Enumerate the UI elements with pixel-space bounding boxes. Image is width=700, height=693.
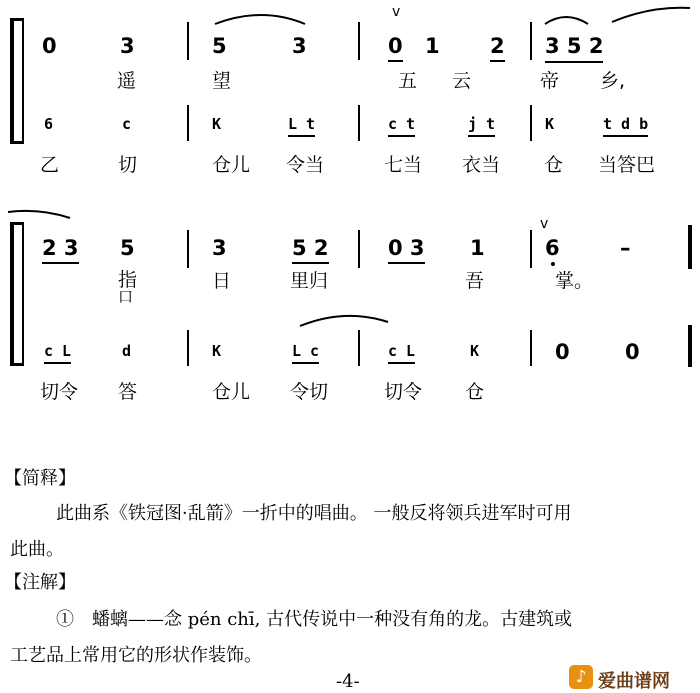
lyric: 指 [118, 269, 138, 291]
voice-note: 3 [212, 236, 227, 260]
zhujie-text: ① 蟠螭——念 pén chī, 古代传说中一种没有角的龙。古建筑或 [56, 609, 573, 630]
percussion-syllable: 切 [118, 154, 138, 176]
lyric: 掌。 [555, 270, 594, 292]
lyric: 吾 [465, 270, 485, 292]
percussion-syllable: 切令 [40, 381, 79, 403]
voice-note: 5 2 [292, 238, 329, 264]
lyric: 云 [452, 70, 472, 92]
lyric: 日 [212, 270, 232, 292]
watermark-text: 爱曲谱网 [598, 671, 670, 692]
lyric-box: 口 [118, 288, 134, 306]
percussion-syllable: 仓儿 [212, 381, 251, 403]
barline [530, 330, 532, 366]
voice-note: 3 [292, 34, 307, 58]
percussion-syllable: 答 [118, 381, 138, 403]
percussion-symbol: d [122, 342, 132, 360]
barline [187, 330, 189, 366]
voice-note: 2 3 [42, 238, 79, 264]
voice-note-group: 3 5 2 [545, 34, 603, 63]
percussion-symbol: K [212, 115, 222, 133]
slur [8, 211, 70, 218]
breath-mark: v [540, 216, 549, 232]
percussion-syllable: 仓儿 [212, 154, 251, 176]
percussion-symbol: c L [388, 344, 415, 364]
jianshi-text: 此曲。 [10, 539, 64, 560]
octave-dot [551, 262, 555, 266]
barline [187, 230, 189, 268]
percussion-symbol: L t [288, 117, 315, 137]
percussion-symbol: L c [292, 344, 319, 364]
voice-note: 0 3 [388, 238, 425, 264]
lyric: 望 [212, 70, 232, 92]
voice-note: 2 [490, 36, 505, 62]
voice-note [545, 36, 603, 57]
percussion-syllable: 七当 [384, 154, 423, 176]
barline [530, 230, 532, 268]
final-barline [688, 225, 692, 269]
percussion-symbol: K [470, 342, 480, 360]
voice-note: 0 [388, 36, 403, 62]
lyric: 乡, [600, 70, 626, 92]
voice-note: 5 [212, 34, 227, 58]
percussion-symbol: c t [388, 117, 415, 137]
zhujie-text: 工艺品上常用它的形状作装饰。 [10, 645, 262, 666]
percussion-syllable: 令当 [286, 154, 325, 176]
page-number: -4- [336, 671, 360, 692]
percussion-syllable: 当答巴 [598, 154, 656, 176]
barline [187, 105, 189, 141]
percussion-symbol: K [212, 342, 222, 360]
percussion-symbol: 6 [44, 115, 54, 133]
lyric: 遥 [117, 70, 137, 92]
voice-note: 1 [425, 34, 440, 58]
voice-note: 1 [470, 236, 485, 260]
slur [300, 316, 388, 326]
percussion-syllable: 仓 [544, 154, 564, 176]
voice-note: 0 [42, 34, 57, 58]
barline [358, 330, 360, 366]
jianshi-text: 此曲系《铁冠图·乱箭》一折中的唱曲。 一般反将领兵进军时可用 [56, 503, 572, 524]
voice-note: 3 [120, 34, 135, 58]
breath-mark: v [392, 4, 401, 20]
percussion-symbol: c L [44, 344, 71, 364]
percussion-symbol: c [122, 115, 132, 133]
zhujie-heading: 【注解】 [4, 572, 76, 593]
percussion-syllable: 令切 [290, 381, 329, 403]
rest: 0 [555, 340, 570, 364]
percussion-symbol: t d b [603, 117, 648, 137]
percussion-symbol: K [545, 115, 555, 133]
system-2-arcs [0, 200, 700, 340]
final-barline [688, 325, 692, 367]
percussion-syllable: 切令 [384, 381, 423, 403]
voice-note: 5 [120, 236, 135, 260]
percussion-syllable: 仓 [465, 381, 485, 403]
lyric: 里归 [290, 270, 329, 292]
voice-note: 6 [545, 236, 560, 260]
barline [530, 105, 532, 141]
jianshi-heading: 【简释】 [4, 468, 76, 489]
lyric: 五 [398, 70, 418, 92]
percussion-symbol: j t [468, 117, 495, 137]
slur [545, 17, 588, 24]
percussion-syllable: 乙 [40, 154, 60, 176]
percussion-syllable: 衣当 [462, 154, 501, 176]
slur [612, 8, 690, 22]
slur [215, 15, 305, 24]
music-note-logo-icon: ♪ [569, 665, 593, 689]
lyric: 帝 [540, 70, 560, 92]
rest: 0 [625, 340, 640, 364]
barline [358, 105, 360, 141]
voice-note: – [620, 236, 631, 260]
barline [358, 230, 360, 268]
